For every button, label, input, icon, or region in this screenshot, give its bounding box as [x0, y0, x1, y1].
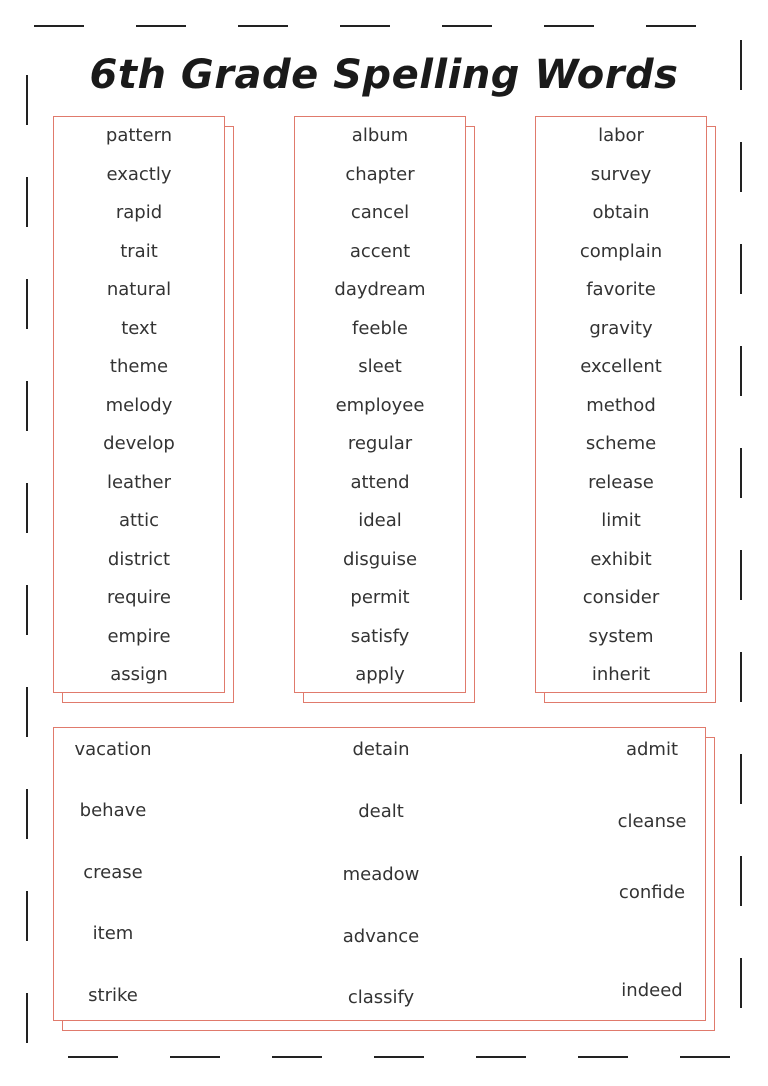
dash [442, 25, 492, 27]
dash [374, 1056, 424, 1058]
dash [740, 346, 742, 396]
spelling-word: district [107, 548, 171, 570]
dash [740, 550, 742, 600]
spelling-word: accent [349, 240, 411, 262]
dash [26, 993, 28, 1043]
spelling-word: survey [590, 163, 652, 185]
spelling-word: theme [109, 356, 169, 377]
dash [740, 958, 742, 1008]
dash [26, 687, 28, 737]
dash [340, 25, 390, 27]
word-column-1 [53, 116, 225, 693]
spelling-word: labor [598, 125, 644, 146]
spelling-word: feeble [352, 317, 408, 339]
dash [740, 448, 742, 498]
spelling-word: attend [350, 471, 410, 493]
spelling-word: require [107, 587, 171, 608]
dash [26, 177, 28, 227]
spelling-word: cancel [350, 202, 410, 223]
spelling-word: album [351, 125, 409, 146]
spelling-word: employee [335, 394, 425, 416]
spelling-word: limit [601, 510, 641, 531]
spelling-word: advance [342, 926, 420, 947]
spelling-word: disguise [342, 548, 418, 570]
spelling-word: gravity [589, 317, 653, 339]
dash [646, 25, 696, 27]
dash [544, 25, 594, 27]
dash [740, 856, 742, 906]
spelling-word: ideal [358, 510, 402, 531]
dash [26, 483, 28, 533]
spelling-word: exhibit [590, 548, 652, 570]
spelling-word: indeed [621, 980, 683, 1001]
word-column-2 [294, 116, 466, 693]
spelling-word: detain [352, 739, 410, 760]
dash [26, 381, 28, 431]
spelling-word: cleanse [617, 811, 687, 832]
spelling-word: satisfy [350, 625, 410, 647]
dash [740, 142, 742, 192]
dash [740, 652, 742, 702]
spelling-word: chapter [345, 163, 415, 185]
spelling-word: admit [625, 739, 679, 760]
spelling-word: regular [347, 433, 413, 454]
spelling-word: confide [618, 882, 686, 903]
spelling-word: system [588, 625, 654, 647]
spelling-word: release [588, 471, 654, 493]
dash [68, 1056, 118, 1058]
spelling-word: rapid [115, 202, 163, 223]
word-column-3 [535, 116, 707, 693]
dash [578, 1056, 628, 1058]
dash [272, 1056, 322, 1058]
spelling-word: obtain [592, 202, 650, 223]
spelling-word: meadow [342, 864, 420, 885]
spelling-word: scheme [585, 433, 657, 454]
spelling-word: text [121, 317, 157, 339]
dash [136, 25, 186, 27]
dash [26, 891, 28, 941]
spelling-word: melody [105, 394, 173, 416]
spelling-word: daydream [334, 279, 426, 300]
spelling-word: favorite [586, 279, 656, 300]
spelling-word: natural [106, 279, 172, 300]
spelling-word: complain [579, 240, 663, 262]
spelling-word: exactly [106, 163, 172, 185]
dash [740, 244, 742, 294]
dash [34, 25, 84, 27]
dash [680, 1056, 730, 1058]
dash [238, 25, 288, 27]
spelling-word: pattern [105, 125, 173, 146]
spelling-word: dealt [358, 801, 404, 822]
spelling-word: consider [582, 587, 660, 608]
spelling-word: assign [110, 664, 168, 685]
dash [740, 754, 742, 804]
page-title: 6th Grade Spelling Words [89, 52, 679, 98]
spelling-word: strike [88, 985, 138, 1006]
dash [476, 1056, 526, 1058]
spelling-word: leather [106, 471, 172, 493]
spelling-word: apply [355, 664, 405, 685]
bottom-word-box [53, 727, 706, 1021]
dash [26, 789, 28, 839]
spelling-word: crease [83, 862, 143, 883]
spelling-word: develop [103, 433, 175, 454]
dash [26, 585, 28, 635]
spelling-word: permit [350, 587, 410, 608]
spelling-word: excellent [580, 356, 662, 377]
spelling-word: item [92, 923, 134, 944]
dash [170, 1056, 220, 1058]
spelling-word: method [586, 394, 656, 416]
spelling-word: inherit [591, 664, 651, 685]
spelling-word: sleet [358, 356, 402, 377]
spelling-word: vacation [74, 739, 152, 760]
spelling-word: trait [120, 240, 158, 262]
spelling-word: behave [79, 800, 147, 821]
dash [26, 279, 28, 329]
spelling-word: classify [347, 987, 415, 1008]
spelling-word: empire [107, 625, 171, 647]
spelling-word: attic [118, 510, 160, 531]
